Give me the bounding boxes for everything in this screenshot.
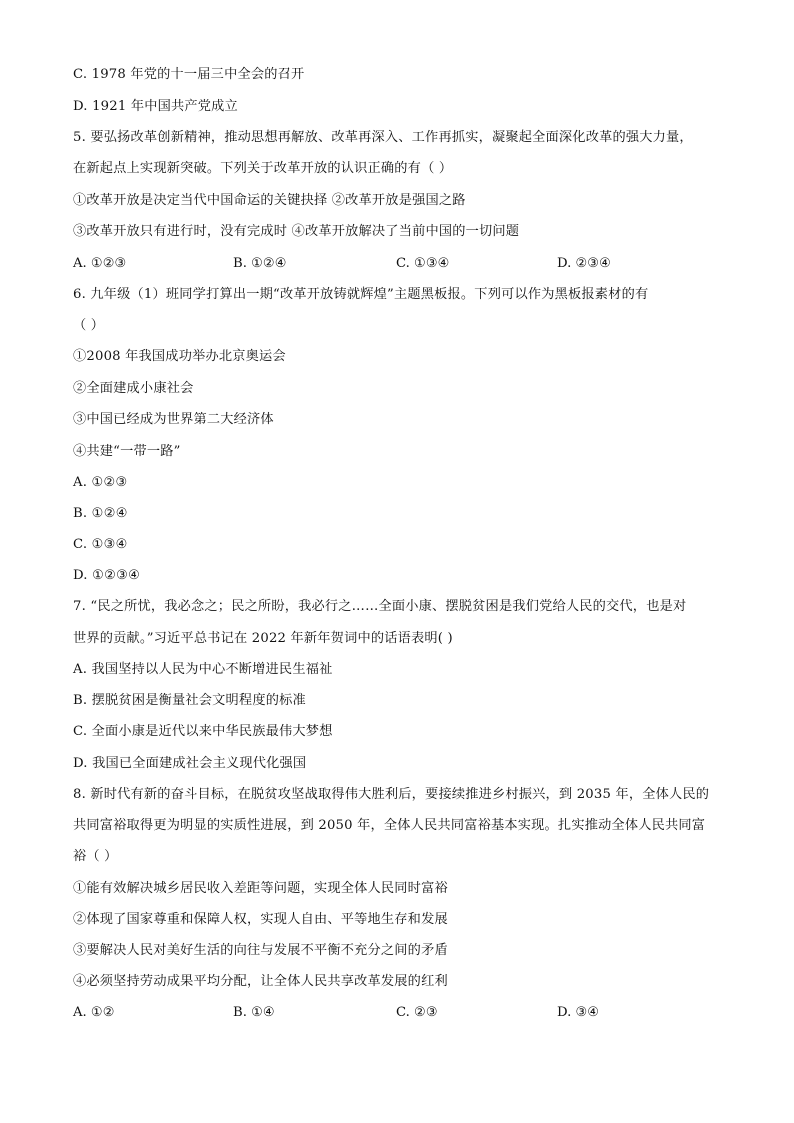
q5-stem-line-2: 在新起点上实现新突破。下列关于改革开放的认识正确的有（ ） [73,161,453,176]
q6-option-d: D. ①②③④ [73,568,141,583]
q5-option-d: D. ②③④ [557,256,611,271]
q5-option-b: B. ①②④ [233,256,287,271]
q8-statement-3: ③要解决人民对美好生活的向往与发展不平衡不充分之间的矛盾 [73,943,448,958]
q6-option-c: C. ①③④ [73,537,128,552]
q4-option-d: D. 1921 年中国共产党成立 [73,99,238,114]
q5-options [73,254,713,274]
q6-statement-3: ③中国已经成为世界第二大经济体 [73,412,274,427]
q6-statement-1: ①2008 年我国成功举办北京奥运会 [73,349,286,364]
q6-option-b: B. ①②④ [73,506,128,521]
q8-option-c: C. ②③ [396,1005,438,1020]
q5-option-c: C. ①③④ [396,256,450,271]
q7-option-c: C. 全面小康是近代以来中华民族最伟大梦想 [73,724,333,739]
q8-stem-line-2: 共同富裕取得更为明显的实质性进展，到 2050 年，全体人民共同富裕基本实现。扎实推动全体人民共同富 [73,818,706,833]
q6-statement-4: ④共建“一带一路” [73,444,181,459]
q6-stem-line-1: 6. 九年级（1）班同学打算出一期“改革开放铸就辉煌”主题黑板报。下列可以作为黑板报素材的有 [73,287,649,302]
q8-statement-1: ①能有效解决城乡居民收入差距等问题，实现全体人民同时富裕 [73,881,448,896]
q5-stem-line-1: 5. 要弘扬改革创新精神，推动思想再解放、改革再深入、工作再抓实，凝聚起全面深化改革的强大力量， [73,130,693,145]
q8-statement-2: ②体现了国家尊重和保障人权，实现人自由、平等地生存和发展 [73,912,448,927]
q5-option-a: A. ①②③ [73,256,127,271]
q8-option-b: B. ①④ [233,1005,275,1020]
q7-option-b: B. 摆脱贫困是衡量社会文明程度的标准 [73,693,306,708]
q5-statement-3-4: ③改革开放只有进行时，没有完成时 ④改革开放解决了当前中国的一切问题 [73,224,520,239]
q7-option-a: A. 我国坚持以人民为中心不断增进民生福祉 [73,662,333,677]
q8-option-d: D. ③④ [557,1005,600,1020]
q4-option-c: C. 1978 年党的十一届三中全会的召开 [73,67,305,82]
q6-stem-line-2: （ ） [73,318,105,333]
q8-stem-line-1: 8. 新时代有新的奋斗目标，在脱贫攻坚战取得伟大胜利后，要接续推进乡村振兴，到 2035 年，全体人民的 [73,787,710,802]
q7-stem-line-1: 7. “民之所忧，我必念之；民之所盼，我必行之……全面小康、摆脱贫困是我们党给人民的交代，也是对 [73,599,687,614]
q7-stem-line-2: 世界的贡献。”习近平总书记在 2022 年新年贺词中的话语表明( ) [73,631,453,646]
q5-statement-1-2: ①改革开放是决定当代中国命运的关键抉择 ②改革开放是强国之路 [73,193,466,208]
q7-option-d: D. 我国已全面建成社会主义现代化强国 [73,756,307,771]
q8-options [73,1003,713,1023]
q6-option-a: A. ①②③ [73,475,128,490]
q8-stem-line-3: 裕（ ） [73,849,118,864]
q8-option-a: A. ①② [73,1005,115,1020]
q6-statement-2: ②全面建成小康社会 [73,381,194,396]
q8-statement-4: ④必须坚持劳动成果平均分配，让全体人民共享改革发展的红利 [73,974,448,989]
